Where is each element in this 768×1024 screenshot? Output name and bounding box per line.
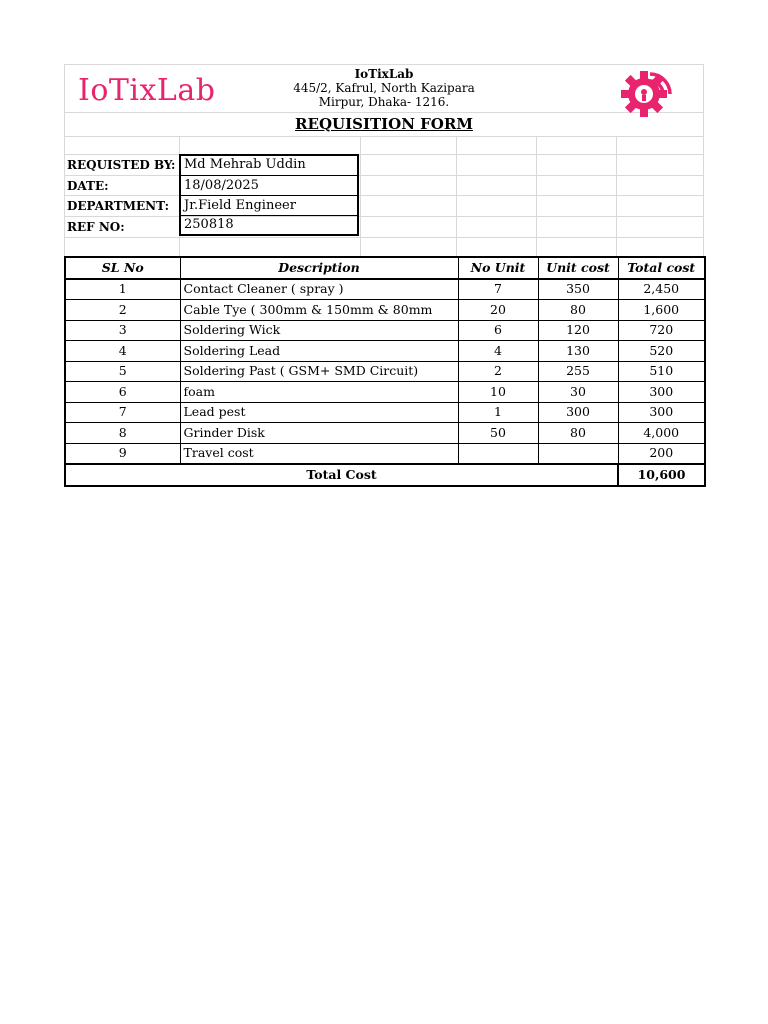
ref-no-value[interactable]: 250818 [184,217,234,232]
cell-description: foam [180,382,458,403]
cell-unit-cost: 80 [538,300,618,321]
header-description: Description [180,257,458,279]
cell-sl-no: 9 [65,443,180,464]
table-row [65,279,705,300]
table-row [65,300,705,321]
logo-text: IoTixLab [78,73,216,108]
cell-no-unit: 4 [458,341,538,362]
cell-description: Soldering Wick [180,320,458,341]
cell-unit-cost: 300 [538,402,618,423]
department-label: DEPARTMENT: [67,199,170,213]
grid-line [64,64,704,65]
requested-by-value[interactable]: Md Mehrab Uddin [184,157,306,172]
total-cost-label: Total Cost [65,464,618,486]
table-row [65,423,705,444]
cell-sl-no: 5 [65,361,180,382]
company-name: IoTixLab [354,67,414,81]
cell-sl-no: 6 [65,382,180,403]
cell-total-cost: 200 [618,443,705,464]
form-title: REQUISITION FORM [295,115,473,133]
cell-sl-no: 7 [65,402,180,423]
gear-icon [620,68,676,118]
company-address-line1: 445/2, Kafrul, North Kazipara [293,81,475,95]
cell-no-unit [458,443,538,464]
table-row [65,402,705,423]
header-sl-no: SL No [65,257,180,279]
header-total-cost: Total cost [618,257,705,279]
grid-line [64,216,704,217]
cell-no-unit: 1 [458,402,538,423]
cell-no-unit: 50 [458,423,538,444]
requested-by-label: REQUISTED BY: [67,158,176,172]
cell-total-cost: 4,000 [618,423,705,444]
header-unit-cost: Unit cost [538,257,618,279]
department-value[interactable]: Jr.Field Engineer [184,198,296,213]
ref-no-label: REF NO: [67,220,125,234]
grid-line [64,237,704,238]
cell-no-unit: 7 [458,279,538,300]
cell-no-unit: 20 [458,300,538,321]
table-row [65,341,705,362]
table-row [65,443,705,464]
cell-total-cost: 510 [618,361,705,382]
items-table [64,256,706,487]
cell-unit-cost: 120 [538,320,618,341]
cell-sl-no: 3 [65,320,180,341]
cell-total-cost: 2,450 [618,279,705,300]
cell-no-unit: 6 [458,320,538,341]
requisition-sheet [64,64,704,486]
cell-no-unit: 2 [458,361,538,382]
company-address-line2: Mirpur, Dhaka- 1216. [318,95,450,109]
grid-line [64,136,704,137]
cell-total-cost: 720 [618,320,705,341]
total-row [65,464,705,486]
cell-sl-no: 1 [65,279,180,300]
total-cost-value: 10,600 [618,464,705,486]
table-row [65,320,705,341]
requester-info-box [179,154,359,236]
cell-unit-cost: 80 [538,423,618,444]
date-value[interactable]: 18/08/2025 [184,178,259,193]
cell-description: Soldering Past ( GSM+ SMD Circuit) [180,361,458,382]
cell-unit-cost: 130 [538,341,618,362]
table-header-row [65,257,705,279]
cell-sl-no: 2 [65,300,180,321]
cell-unit-cost: 255 [538,361,618,382]
cell-description: Grinder Disk [180,423,458,444]
cell-unit-cost: 30 [538,382,618,403]
cell-description: Soldering Lead [180,341,458,362]
table-row [65,361,705,382]
grid-line [64,112,704,113]
cell-total-cost: 1,600 [618,300,705,321]
cell-description: Lead pest [180,402,458,423]
cell-total-cost: 300 [618,382,705,403]
cell-total-cost: 300 [618,402,705,423]
cell-unit-cost: 350 [538,279,618,300]
cell-description: Cable Tye ( 300mm & 150mm & 80mm [180,300,458,321]
cell-total-cost: 520 [618,341,705,362]
date-label: DATE: [67,179,109,193]
cell-description: Travel cost [180,443,458,464]
cell-description: Contact Cleaner ( spray ) [180,279,458,300]
cell-no-unit: 10 [458,382,538,403]
cell-sl-no: 4 [65,341,180,362]
cell-sl-no: 8 [65,423,180,444]
grid-line [64,175,704,176]
header-no-unit: No Unit [458,257,538,279]
cell-unit-cost [538,443,618,464]
table-row [65,382,705,403]
